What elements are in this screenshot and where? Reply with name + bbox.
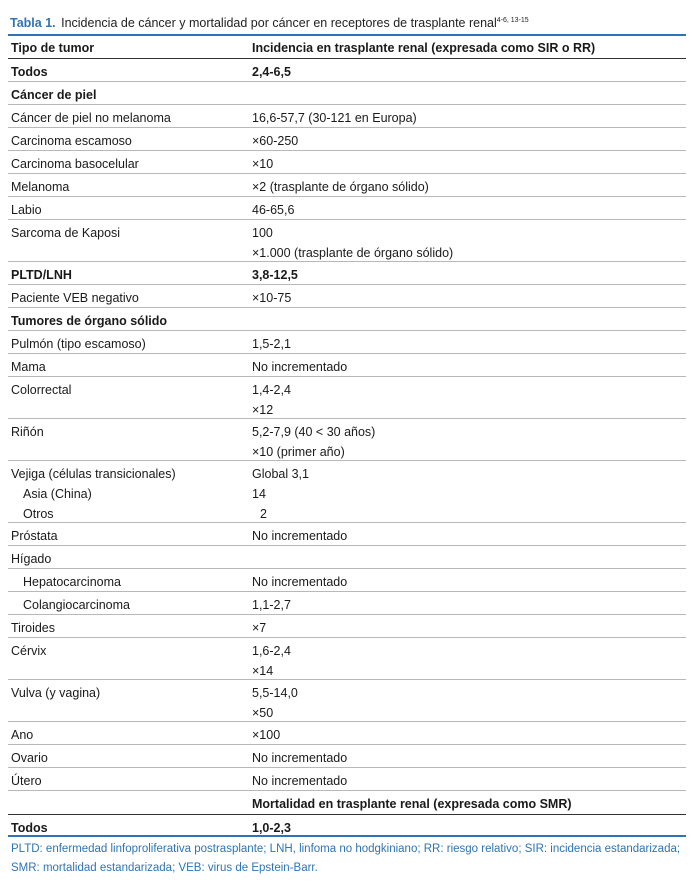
table-row	[8, 82, 686, 105]
tumor-type-text: Paciente VEB negativo	[11, 291, 139, 305]
tumor-type-text: Hígado	[11, 552, 52, 566]
value-cell	[252, 220, 686, 261]
tumor-type-text: Tumores de órgano sólido	[11, 314, 168, 328]
tumor-type-text: Cáncer de piel	[11, 88, 97, 102]
value-text: 3,8-12,5	[252, 268, 298, 282]
table-row	[8, 523, 686, 546]
value-text: ×2 (trasplante de órgano sólido)	[252, 180, 429, 194]
value-text: 14	[252, 487, 266, 501]
value-cell	[252, 461, 686, 522]
table-row	[8, 615, 686, 638]
value-text: ×100	[252, 728, 281, 742]
value-text: No incrementado	[252, 360, 348, 374]
tumor-type-cell	[8, 151, 252, 173]
value-text: No incrementado	[252, 751, 348, 765]
value-text: ×7	[252, 621, 267, 635]
caption-refs: 4-6, 13-15	[496, 17, 529, 24]
table-row	[8, 331, 686, 354]
tumor-type-cell	[8, 59, 252, 81]
table-row	[8, 308, 686, 331]
value-cell	[252, 569, 686, 591]
tumor-type-cell	[8, 722, 252, 744]
table-row	[8, 285, 686, 308]
table-row	[8, 105, 686, 128]
table-row	[8, 745, 686, 768]
tumor-type-text: Todos	[11, 821, 48, 835]
table-row	[8, 791, 686, 815]
value-cell	[252, 262, 686, 284]
tumor-type-cell	[8, 262, 252, 284]
table-row	[8, 638, 686, 680]
tumor-type-text: Otros	[23, 507, 54, 521]
tumor-type-text: Ovario	[11, 751, 48, 765]
table-row	[8, 354, 686, 377]
table-row	[8, 815, 686, 837]
value-cell	[252, 680, 686, 721]
tumor-type-cell	[8, 197, 252, 219]
value-text: ×14	[252, 664, 274, 678]
tumor-type-text: Pulmón (tipo escamoso)	[11, 337, 146, 351]
tumor-type-text: Todos	[11, 65, 48, 79]
tumor-type-cell	[8, 377, 252, 418]
tumor-type-text: Cérvix	[11, 644, 47, 658]
value-text: ×1.000 (trasplante de órgano sólido)	[252, 246, 454, 260]
value-cell	[252, 523, 686, 545]
tumor-type-cell	[8, 815, 252, 835]
value-cell	[252, 615, 686, 637]
value-cell	[252, 377, 686, 418]
value-text: No incrementado	[252, 575, 348, 589]
tumor-type-cell	[8, 745, 252, 767]
value-text: 1,0-2,3	[252, 821, 291, 835]
table-row	[8, 59, 686, 82]
value-text: 1,1-2,7	[252, 598, 291, 612]
value-text: 100	[252, 226, 273, 240]
tumor-type-text: Cáncer de piel no melanoma	[11, 111, 171, 125]
table-row	[8, 680, 686, 722]
value-text: ×50	[252, 706, 274, 720]
tumor-type-cell	[8, 308, 252, 330]
value-cell	[252, 174, 686, 196]
table-row	[8, 128, 686, 151]
value-text: Global 3,1	[252, 467, 309, 481]
value-cell	[252, 59, 686, 81]
tumor-type-cell	[8, 461, 252, 522]
table-caption	[8, 10, 686, 36]
tumor-type-text: Colorrectal	[11, 383, 72, 397]
tumor-type-text: Vejiga (células transicionales)	[11, 467, 176, 481]
table-row	[8, 377, 686, 419]
tumor-type-text	[11, 794, 252, 814]
tumor-type-text: Sarcoma de Kaposi	[11, 226, 121, 240]
tumor-type-cell	[8, 680, 252, 721]
tumor-type-cell	[8, 546, 252, 568]
tumor-type-text: Riñón	[11, 425, 44, 439]
value-text: 5,5-14,0	[252, 686, 298, 700]
tumor-type-text: Labio	[11, 203, 42, 217]
value-text: 2,4-6,5	[252, 65, 291, 79]
table-row	[8, 197, 686, 220]
tumor-type-text: Colangiocarcinoma	[23, 598, 131, 612]
value-text: ×60-250	[252, 134, 299, 148]
table-row	[8, 174, 686, 197]
table-row	[8, 220, 686, 262]
value-cell	[252, 419, 686, 460]
value-cell	[252, 791, 686, 814]
table-row	[8, 151, 686, 174]
tumor-type-cell	[8, 331, 252, 353]
value-cell	[252, 331, 686, 353]
value-cell	[252, 745, 686, 767]
tumor-type-cell	[8, 82, 252, 104]
table-row	[8, 592, 686, 615]
value-cell	[252, 82, 686, 104]
value-text: ×10	[252, 157, 274, 171]
value-cell	[252, 197, 686, 219]
value-text: 46-65,6	[252, 203, 295, 217]
table-row	[8, 722, 686, 745]
value-cell	[252, 354, 686, 376]
tumor-type-text: Hepatocarcinoma	[23, 575, 121, 589]
value-cell	[252, 592, 686, 614]
tumor-type-cell	[8, 791, 252, 814]
tumor-type-text: Tiroides	[11, 621, 55, 635]
tumor-type-text: Vulva (y vagina)	[11, 686, 101, 700]
tumor-type-cell	[8, 128, 252, 150]
value-text: 1,5-2,1	[252, 337, 291, 351]
tumor-type-cell	[8, 615, 252, 637]
tumor-type-cell	[8, 354, 252, 376]
tumor-type-cell	[8, 768, 252, 790]
tumor-type-text: Mama	[11, 360, 46, 374]
caption-text: Incidencia de cáncer y mortalidad por cáncer en receptores de trasplante renal	[61, 16, 497, 30]
value-cell	[252, 815, 686, 835]
value-cell	[252, 128, 686, 150]
tumor-type-text: Próstata	[11, 529, 58, 543]
data-table	[8, 10, 686, 878]
tumor-type-text: Carcinoma basocelular	[11, 157, 139, 171]
value-text: 16,6-57,7 (30-121 en Europa)	[252, 111, 417, 125]
tumor-type-text: Melanoma	[11, 180, 70, 194]
value-text: 1,6-2,4	[252, 644, 291, 658]
value-cell	[252, 638, 686, 679]
value-cell	[252, 546, 686, 568]
tumor-type-text: Asia (China)	[23, 487, 92, 501]
value-cell	[252, 308, 686, 330]
value-cell	[252, 768, 686, 790]
table-row	[8, 262, 686, 285]
value-text: 1,4-2,4	[252, 383, 291, 397]
tumor-type-text: Ano	[11, 728, 34, 742]
table-footnote: PLTD: enfermedad linfoproliferativa postrasplante; LNH, linfoma no hodgkiniano; RR: riesgo relativo; SIR: incidencia estandarizada; SMR: mortalidad estandarizada; VEB: virus de Epstein-Barr.	[11, 843, 681, 874]
tumor-type-cell	[8, 419, 252, 460]
value-text: ×10-75	[252, 291, 292, 305]
tumor-type-cell	[8, 523, 252, 545]
tumor-type-cell	[8, 285, 252, 307]
value-cell	[252, 105, 686, 127]
tumor-type-text: Útero	[11, 774, 42, 788]
value-text: 5,2-7,9 (40 < 30 años)	[252, 425, 376, 439]
table-row	[8, 546, 686, 569]
caption-label: Tabla 1.	[10, 16, 56, 30]
value-cell	[252, 151, 686, 173]
header-incidence: Incidencia en trasplante renal (expresada como SIR o RR)	[252, 41, 596, 55]
value-text: No incrementado	[252, 774, 348, 788]
value-text: Mortalidad en trasplante renal (expresada como SMR)	[252, 797, 572, 811]
tumor-type-cell	[8, 569, 252, 591]
table-row	[8, 569, 686, 592]
header-row	[8, 36, 686, 59]
tumor-type-cell	[8, 105, 252, 127]
tumor-type-cell	[8, 638, 252, 679]
table-body	[8, 59, 686, 837]
tumor-type-text: PLTD/LNH	[11, 268, 72, 282]
table-row	[8, 768, 686, 791]
value-text: ×10 (primer año)	[252, 445, 345, 459]
tumor-type-text: Carcinoma escamoso	[11, 134, 132, 148]
value-text: No incrementado	[252, 529, 348, 543]
header-tumor-type: Tipo de tumor	[11, 41, 95, 55]
tumor-type-cell	[8, 174, 252, 196]
table-row	[8, 461, 686, 523]
table-row	[8, 419, 686, 461]
value-cell	[252, 285, 686, 307]
tumor-type-cell	[8, 220, 252, 261]
value-text: ×12	[252, 403, 274, 417]
value-cell	[252, 722, 686, 744]
tumor-type-cell	[8, 592, 252, 614]
value-text: 2	[260, 507, 267, 521]
